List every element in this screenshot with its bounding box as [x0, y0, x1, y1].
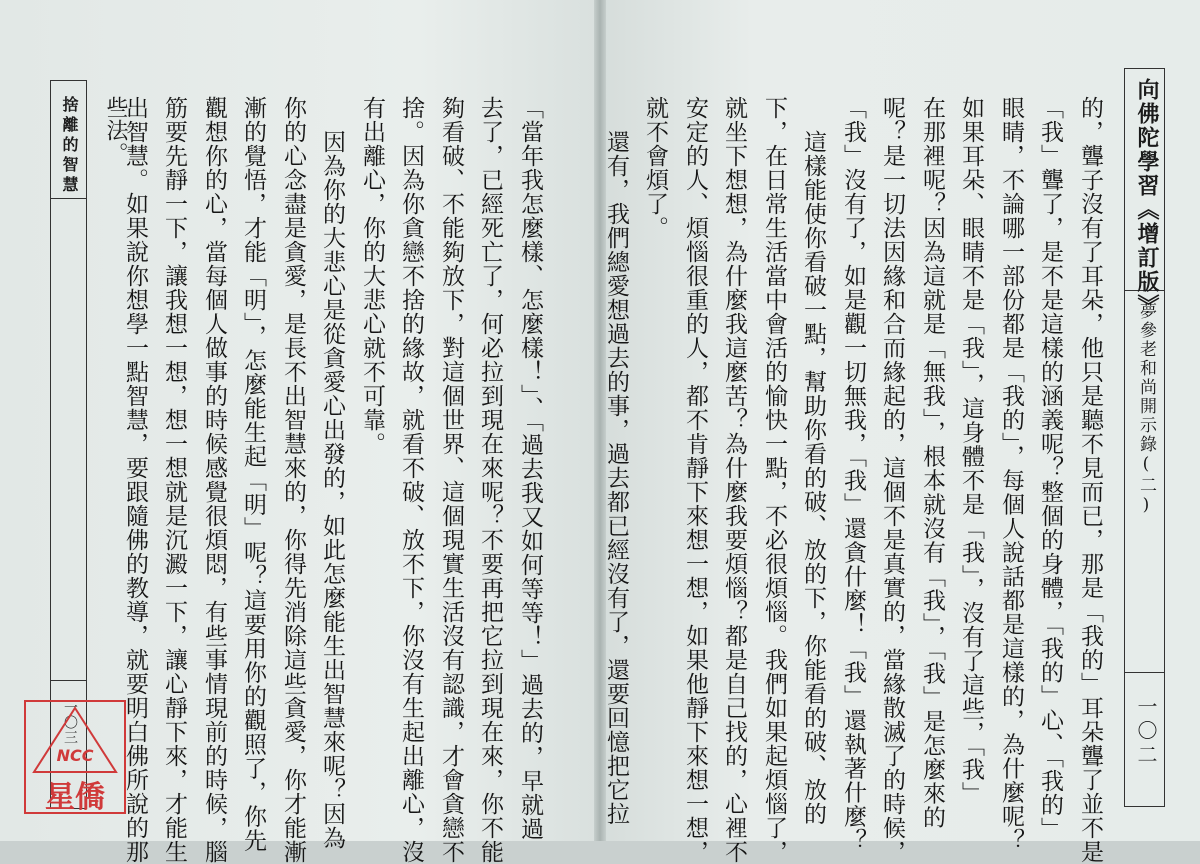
left-text-col-8: 漸的覺悟，才能「明」，怎麼能生起「明」呢？這要用你的觀照了，你先 — [240, 96, 266, 853]
book-title: 向佛陀學習《增訂版》 — [1134, 78, 1160, 318]
right-text-col-4: 如果耳朵、眼睛不是「我」，這身體不是「我」，沒有了這些，「我」 — [958, 96, 984, 806]
right-text-col-10: 就坐下想想，為什麼我這麼苦？為什麼我要煩惱？都是自己找的，心裡不 — [721, 96, 747, 864]
right-text-col-3: 眼睛，不論哪一部份都是「我的」，每個人說話都是這樣的，為什麼呢？ — [998, 96, 1024, 853]
section-title: 捨離的智慧 — [60, 96, 79, 196]
left-header-rule-right — [86, 80, 87, 808]
left-header-rule-left — [50, 80, 51, 808]
right-text-col-11: 安定的人、煩惱很重的人，都不肯靜下來想一想，如果他靜下來想一想， — [682, 96, 708, 864]
left-text-col-9: 觀想你的心，當每個人做事的時候感覺很煩悶，有些事情現前的時候，腦 — [201, 96, 227, 864]
right-text-col-13: 還有，我們總愛想過去的事，過去都已經沒有了，還要回憶把它拉 — [603, 130, 629, 826]
right-text-col-6: 呢？是一切法因緣和合而緣起的，這個不是真實的，當緣散滅了的時候， — [879, 96, 905, 864]
stamp-code: NCC — [56, 746, 94, 765]
right-page-number: 一〇二 — [1134, 696, 1158, 768]
right-text-col-1: 的，聾子沒有了耳朵，他只是聽不見而已，那是「我的」耳朵聾了並不是 — [1077, 96, 1103, 864]
left-text-col-12: 些法。 — [103, 96, 128, 165]
right-text-col-12: 就不會煩了。 — [642, 96, 668, 240]
left-text-col-3: 夠看破、不能夠放下，對這個世界、這個現實生活沒有認識，才會貪戀不 — [438, 96, 464, 864]
right-header-rule-left — [1124, 68, 1125, 806]
right-subtitle: 夢參老和尚開示錄(二) — [1136, 302, 1156, 517]
right-text-col-8: 這樣能使你看破一點，幫助你看的破、放的下，你能看的破、放的 — [800, 130, 826, 826]
left-text-col-11: 出智慧。如果說你想學一點智慧，要跟隨佛的教導，就要明白佛所說的那 — [122, 96, 148, 864]
left-text-col-1: 「當年我怎麼樣、怎麼樣！」、「過去我又如何等等！」過去的，早就過 — [517, 96, 543, 841]
right-header-rule-bottom — [1124, 806, 1165, 807]
watermark-stamp — [24, 700, 126, 814]
left-header-rule-top — [50, 80, 87, 81]
left-header-divider-2 — [50, 680, 87, 681]
left-text-col-4: 捨。因為你貪戀不捨的緣故，就看不破、放不下，你沒有生起出離心，沒 — [398, 96, 424, 864]
right-text-col-9: 下，在日常生活當中會活的愉快一點，不必很煩惱。我們如果起煩惱了， — [761, 96, 787, 864]
left-page-number: 一〇三 — [62, 700, 78, 745]
right-text-col-2: 「我」聾了，是不是這樣的涵義呢？整個的身體，「我的」心、「我的」 — [1037, 96, 1063, 841]
right-header-rule-top — [1124, 68, 1165, 69]
left-text-col-2: 去了，已經死亡了，何必拉到現在來呢？不要再把它拉到現在來，你不能 — [477, 96, 503, 864]
left-text-col-6: 因為你的大悲心是從貪愛心出發的，如此怎麼能生出智慧來呢？因為 — [319, 130, 345, 850]
left-text-col-10: 筋要先靜一下，讓我想一想，想一想就是沉澱一下，讓心靜下來，才能生 — [161, 96, 187, 864]
left-text-col-5: 有出離心，你的大悲心就不可靠。 — [359, 96, 385, 456]
left-text-col-7: 你的心念盡是貪愛，是長不出智慧來的，你得先消除這些貪愛，你才能漸 — [280, 96, 306, 864]
stamp-name: 星僑 — [45, 780, 105, 815]
right-header-rule-right — [1164, 68, 1165, 806]
right-header-divider-2 — [1124, 672, 1165, 673]
left-header-divider-1 — [50, 198, 87, 199]
right-text-col-7: 「我」沒有了，如是觀一切無我，「我」還貪什麼！「我」還執著什麼？ — [840, 96, 866, 853]
right-text-col-5: 在那裡呢？因為這就是「無我」，根本就沒有「我」，「我」是怎麼來的 — [919, 96, 945, 830]
